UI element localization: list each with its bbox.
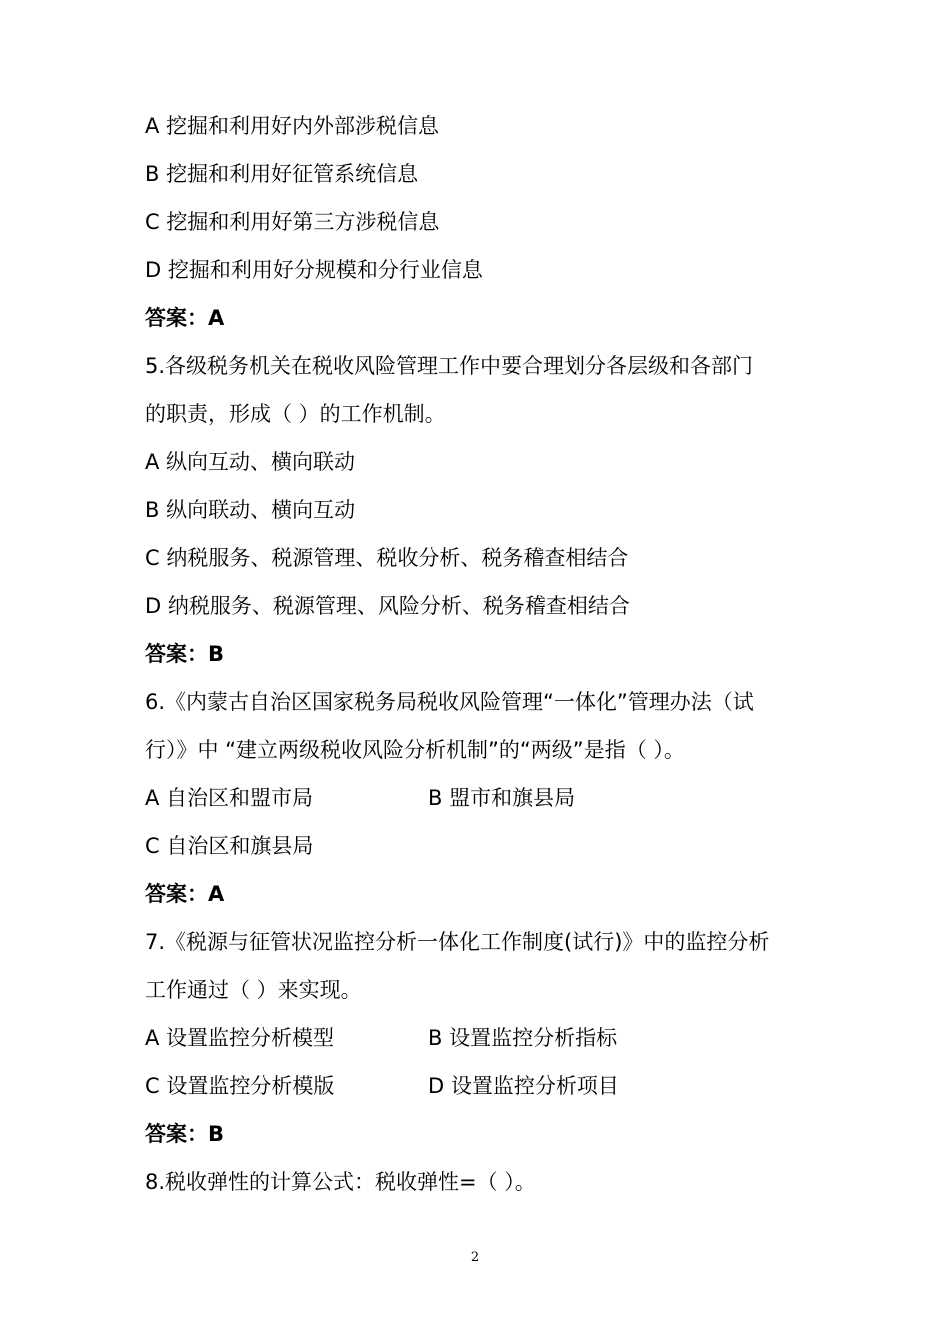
q5-option-b: B 纵向联动、横向互动 bbox=[145, 498, 356, 522]
q7-option-d: D 设置监控分析项目 bbox=[428, 1074, 619, 1098]
q6-option-b: B 盟市和旗县局 bbox=[428, 786, 576, 810]
q5-stem-line1: 5.各级税务机关在税收风险管理工作中要合理划分各层级和各部门 bbox=[145, 354, 754, 378]
q6-option-c: C 自治区和旗县局 bbox=[145, 834, 314, 858]
q4-option-b: B 挖掘和利用好征管系统信息 bbox=[145, 162, 419, 186]
q4-option-c: C 挖掘和利用好第三方涉税信息 bbox=[145, 210, 440, 234]
q7-option-a: A 设置监控分析模型 bbox=[145, 1026, 335, 1050]
q7-stem-line1: 7.《税源与征管状况监控分析一体化工作制度(试行)》中的监控分析 bbox=[145, 930, 770, 954]
q5-answer: 答案：B bbox=[145, 642, 225, 666]
q7-option-c: C 设置监控分析模版 bbox=[145, 1074, 335, 1098]
q5-stem-line2: 的职责，形成（ ）的工作机制。 bbox=[145, 402, 446, 426]
q6-stem-line1: 6.《内蒙古自治区国家税务局税收风险管理“一体化”管理办法（试 bbox=[145, 690, 754, 714]
q5-option-c: C 纳税服务、税源管理、税收分析、税务稽查相结合 bbox=[145, 546, 629, 570]
q6-option-a: A 自治区和盟市局 bbox=[145, 786, 314, 810]
q7-option-b: B 设置监控分析指标 bbox=[428, 1026, 618, 1050]
q6-stem-line2: 行）》中 “建立两级税收风险分析机制”的“两级”是指（ ）。 bbox=[145, 738, 685, 762]
q8-stem-line1: 8.税收弹性的计算公式：税收弹性=（ ）。 bbox=[145, 1170, 536, 1194]
q7-answer: 答案：B bbox=[145, 1122, 225, 1146]
q4-answer: 答案：A bbox=[145, 306, 225, 330]
page-number: 2 bbox=[470, 1250, 480, 1265]
q5-option-d: D 纳税服务、税源管理、风险分析、税务稽查相结合 bbox=[145, 594, 630, 618]
q7-stem-line2: 工作通过（ ）来实现。 bbox=[145, 978, 362, 1002]
q5-option-a: A 纵向互动、横向联动 bbox=[145, 450, 356, 474]
q4-option-d: D 挖掘和利用好分规模和分行业信息 bbox=[145, 258, 483, 282]
q4-option-a: A 挖掘和利用好内外部涉税信息 bbox=[145, 114, 440, 138]
q6-answer: 答案：A bbox=[145, 882, 225, 906]
